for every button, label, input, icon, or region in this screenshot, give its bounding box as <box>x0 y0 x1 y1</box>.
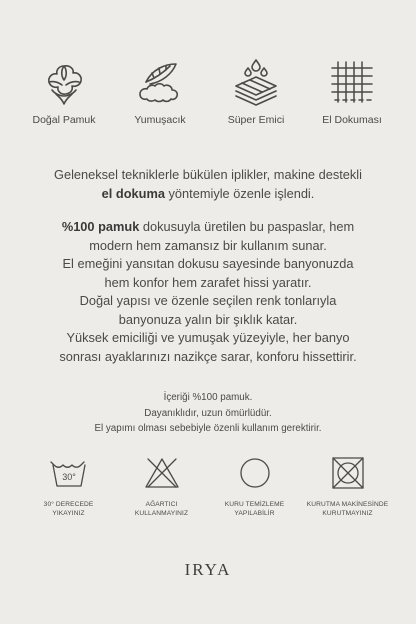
intro-line <box>0 185 416 204</box>
body-line-rest: dokusuyla üretilen bu paspaslar, hem <box>139 219 355 234</box>
feature-natural-cotton <box>19 56 109 126</box>
brand-logo: IRYA <box>184 560 232 579</box>
care-label <box>44 500 94 518</box>
product-notes <box>0 390 416 437</box>
wash-30-icon <box>49 456 89 490</box>
absorbent-layers-icon <box>230 56 282 108</box>
feature-handwoven <box>307 56 397 126</box>
no-bleach-icon <box>142 456 182 490</box>
feature-label: El Dokuması <box>322 114 382 126</box>
note-line: Dayanıklıdır, uzun ömürlüdür. <box>144 407 272 419</box>
body-line: sonrası ayaklarınızı nazikçe sarar, konforu hissettirir. <box>59 348 357 364</box>
body-line <box>0 218 416 237</box>
cotton-flower-icon <box>38 56 90 108</box>
intro-line: Geleneksel tekniklerle bükülen iplikler, makine destekli <box>54 167 362 182</box>
dry-clean-icon <box>235 456 275 490</box>
body-line: El emeğini yansıtan dokusu sayesinde banyonuzda <box>62 256 354 271</box>
intro-paragraph <box>0 166 416 203</box>
wash-temperature-label: 30° <box>61 472 76 482</box>
woven-grid-icon <box>326 56 378 108</box>
care-label-line: 30° DERECEDE <box>43 501 94 508</box>
feature-label: Doğal Pamuk <box>32 114 96 126</box>
body-paragraph <box>0 218 416 366</box>
care-label-line: AĞARTICI <box>145 501 178 508</box>
body-line: modern hem zamansız bir kullanım sunar. <box>89 237 327 253</box>
intro-line-rest: yöntemiyle özenle işlendi. <box>164 185 315 201</box>
care-label <box>135 500 188 518</box>
care-no-bleach <box>118 456 206 518</box>
body-line: hem konfor hem zarafet hissi yaratır. <box>104 274 312 290</box>
care-label-line: KULLANMAYINIZ <box>134 510 189 517</box>
intro-bold: el dokuma <box>101 185 165 201</box>
note-line: İçeriği %100 pamuk. <box>163 392 253 403</box>
care-label-line: KURU TEMİZLEME <box>224 501 285 508</box>
feature-label: Yumuşacık <box>134 114 186 126</box>
feature-label: Süper Emici <box>227 114 285 126</box>
care-label-line: KURUTMAYINIZ <box>322 510 373 517</box>
care-label-line: YAPILABİLİR <box>234 510 275 517</box>
feature-soft <box>115 56 205 126</box>
care-label-line: KURUTMA MAKİNESİNDE <box>306 501 389 508</box>
care-label <box>307 500 388 518</box>
feather-cloud-icon <box>134 56 186 108</box>
body-line: banyonuza yalın bir şıklık katar. <box>118 311 298 327</box>
care-label <box>225 500 285 518</box>
body-line: Yüksek emiciliği ve yumuşak yüzeyiyle, her banyo <box>66 330 350 345</box>
care-instructions <box>0 456 416 518</box>
care-no-tumble-dry <box>304 456 392 518</box>
care-dry-clean <box>211 456 299 518</box>
feature-absorbent <box>211 56 301 126</box>
care-wash-30 <box>25 456 113 518</box>
body-bold: %100 pamuk <box>61 219 140 234</box>
feature-row <box>0 56 416 126</box>
no-tumble-dry-icon <box>328 456 368 490</box>
note-line: El yapımı olması sebebiyle özenli kullanım gerektirir. <box>94 423 322 434</box>
body-line: Doğal yapısı ve özenle seçilen renk tonlarıyla <box>79 293 337 308</box>
care-label-line: YIKAYINIZ <box>52 510 85 517</box>
